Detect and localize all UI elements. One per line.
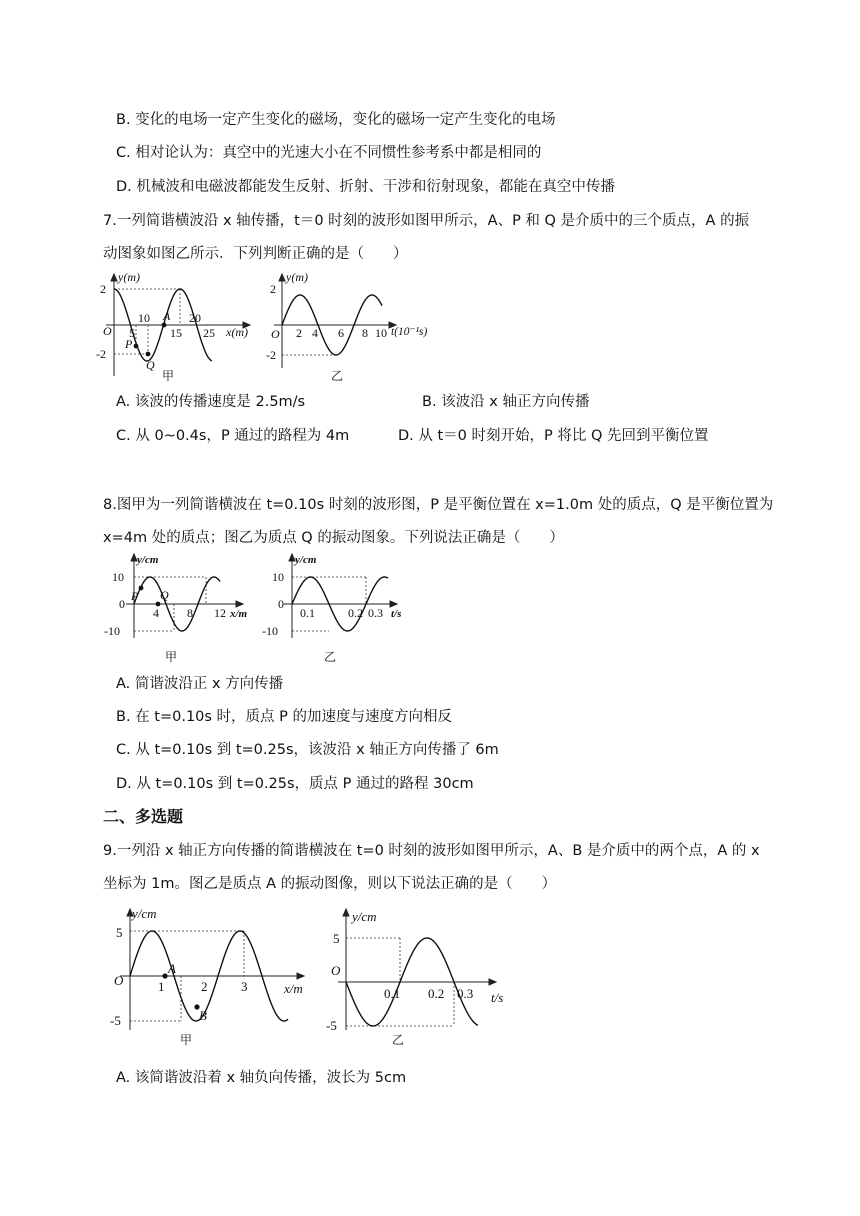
x-tick: 4: [312, 326, 318, 340]
y-tick: -10: [104, 624, 120, 638]
q7-stem-line2: 动图象如图乙所示．下列判断正确的是（ ）: [103, 246, 408, 262]
x-tick: 15: [170, 326, 182, 340]
q9-stem-line2: 坐标为 1m。图乙是质点 A 的振动图像，则以下说法正确的是（ ）: [103, 876, 557, 892]
q8-stem-line1: 8.图甲为一列简谐横波在 t=0.10s 时刻的波形图，P 是平衡位置在 x=1.0m 处的质点，Q 是平衡位置为: [103, 497, 774, 513]
y-tick: 10: [272, 570, 284, 584]
q7-option-c: C. 从 0~0.4s，P 通过的路程为 4m: [116, 428, 350, 444]
origin-label: O: [103, 324, 112, 338]
section-heading-multi-choice: 二、多选题: [103, 807, 184, 826]
q9-option-a: A. 该简谐波沿着 x 轴负向传播，波长为 5cm: [116, 1070, 407, 1086]
point-b-label: B: [199, 1008, 207, 1023]
y-tick: -5: [326, 1018, 337, 1033]
y-axis-label: y(m): [286, 270, 308, 284]
x-tick: 8: [362, 326, 368, 340]
y-tick: 10: [112, 570, 124, 584]
point-p: [134, 344, 139, 349]
x-tick: 20: [189, 311, 201, 325]
point-a-label: A: [163, 309, 171, 323]
x-axis-label: x(m): [226, 325, 248, 339]
figure-caption: 乙: [392, 1033, 405, 1047]
q7-stem-line1: 7.一列简谐横波沿 x 轴传播，t＝0 时刻的波形如图甲所示，A、P 和 Q 是介质中的三个质点，A 的振: [103, 213, 750, 229]
origin-label: 0: [119, 597, 125, 611]
q8-option-d: D. 从 t=0.10s 到 t=0.25s，质点 P 通过的路程 30cm: [116, 776, 474, 792]
x-tick: 0.2: [428, 986, 445, 1001]
figure-caption: 甲: [162, 369, 175, 383]
y-tick: 5: [333, 931, 340, 946]
origin-label: O: [271, 327, 280, 341]
q7-option-b: B. 该波沿 x 轴正方向传播: [422, 394, 590, 410]
y-axis-label: y(m): [118, 270, 140, 284]
x-tick: 2: [296, 326, 302, 340]
figure-caption: 乙: [324, 650, 337, 664]
q6-option-c: C. 相对论认为：真空中的光速大小在不同惯性参考系中都是相同的: [116, 145, 542, 161]
point-p-label: P: [125, 337, 133, 351]
point-q-label: Q: [146, 358, 155, 372]
x-tick: 0.3: [368, 606, 383, 620]
x-tick: 12: [214, 606, 226, 620]
q8-option-c: C. 从 t=0.10s 到 t=0.25s，该波沿 x 轴正方向传播了 6m: [116, 742, 499, 758]
x-tick: 1: [158, 979, 165, 994]
point-p-label: P: [131, 589, 139, 603]
y-axis-label: y/cm: [295, 554, 317, 566]
q8-figure-jia: [104, 552, 268, 667]
y-axis-label: y/cm: [132, 906, 157, 921]
q7-figure-yi: [268, 268, 448, 383]
x-tick: 6: [338, 326, 344, 340]
q9-figure-jia: [108, 905, 318, 1050]
x-axis-label: t(10⁻¹s): [391, 326, 428, 338]
x-tick: 5: [129, 326, 135, 340]
q6-option-b: B. 变化的电场一定产生变化的磁场，变化的磁场一定产生变化的电场: [116, 112, 556, 128]
point-a-label: A: [168, 961, 176, 976]
y-tick: -2: [266, 348, 276, 362]
q6-option-d: D. 机械波和电磁波都能发生反射、折射、干涉和衍射现象，都能在真空中传播: [116, 179, 615, 195]
x-tick: 10: [375, 326, 387, 340]
figure-caption: 甲: [165, 650, 178, 664]
x-tick: 25: [203, 326, 215, 340]
q8-stem-line2: x=4m 处的质点；图乙为质点 Q 的振动图象。下列说法正确是（ ）: [103, 530, 564, 546]
y-tick: 5: [116, 925, 123, 940]
q7-figure-jia: [96, 268, 260, 383]
q7-option-a: A. 该波的传播速度是 2.5m/s: [116, 394, 306, 410]
y-tick: -10: [262, 624, 278, 638]
x-tick: 8: [187, 606, 193, 620]
q8-option-b: B. 在 t=0.10s 时，质点 P 的加速度与速度方向相反: [116, 709, 453, 725]
x-axis-label: x/m: [230, 608, 248, 620]
x-tick: 0.2: [348, 606, 363, 620]
y-axis-label: y/cm: [352, 909, 377, 924]
q7-option-d: D. 从 t＝0 时刻开始，P 将比 Q 先回到平衡位置: [398, 428, 709, 444]
x-tick: 3: [241, 979, 248, 994]
y-tick: -2: [96, 347, 106, 361]
q8-option-a: A. 简谐波沿正 x 方向传播: [116, 676, 284, 692]
y-tick: -5: [110, 1013, 121, 1028]
figure-caption: 甲: [180, 1033, 193, 1047]
q9-figure-yi: [328, 905, 518, 1050]
point-q-label: Q: [160, 588, 169, 602]
x-tick: 4: [153, 606, 159, 620]
x-tick: 2: [201, 979, 208, 994]
origin-label: O: [114, 973, 124, 988]
q8-figure-yi: [262, 552, 422, 667]
x-tick: 0.3: [457, 986, 474, 1001]
point-a: [162, 323, 167, 328]
point-q: [146, 352, 151, 357]
x-tick: 0.1: [300, 606, 315, 620]
figure-caption: 乙: [331, 369, 344, 383]
origin-label: O: [331, 963, 341, 978]
y-tick: 2: [100, 282, 106, 296]
point-p: [139, 586, 144, 591]
x-axis-label: t/s: [391, 608, 402, 620]
y-tick: 2: [270, 282, 276, 296]
y-axis-label: y/cm: [137, 554, 159, 566]
x-tick: 10: [138, 311, 150, 325]
q9-stem-line1: 9.一列沿 x 轴正方向传播的简谐横波在 t=0 时刻的波形如图甲所示，A、B 是介质中的两个点，A 的 x: [103, 843, 760, 859]
origin-label: 0: [278, 597, 284, 611]
x-axis-label: t/s: [491, 990, 504, 1005]
x-axis-label: x/m: [284, 981, 303, 996]
x-tick: 0.1: [384, 986, 401, 1001]
point-a: [162, 973, 167, 978]
